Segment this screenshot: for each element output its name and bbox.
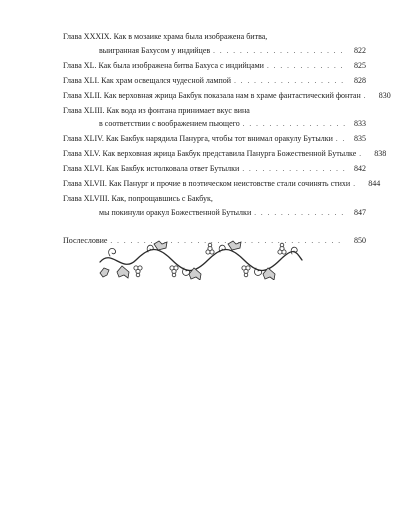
- toc-entry: [63, 30, 366, 59]
- toc-entry-title: Глава XLVII. Как Панург и прочие в поэтическом неистовстве стали сочинять стихи: [63, 179, 351, 189]
- toc-entry-title: Глава XL. Как была изображена битва Бахуса с индийцами: [63, 60, 264, 70]
- leader-dots: [353, 178, 359, 192]
- leader-dots: [213, 45, 345, 59]
- toc-entry-title-continued: мы покинули оракул Божественной Бутылки: [99, 207, 252, 217]
- toc-page-number: 847: [354, 207, 366, 217]
- toc-entry-title: Глава XLVIII. Как, попрощавшись с Бакбук,: [63, 193, 213, 203]
- toc-entry-title-continued: выигранная Бахусом у индийцев: [99, 45, 211, 55]
- toc-entry-title: Глава XLI. Как храм освещался чудесной лампой: [63, 75, 232, 85]
- leader-dots: [364, 90, 370, 104]
- table-of-contents: [63, 30, 391, 249]
- toc-entry: [63, 132, 366, 147]
- toc-page-number: 822: [354, 45, 366, 55]
- toc-entry: [63, 192, 366, 221]
- leader-dots: [242, 163, 345, 177]
- toc-entry-title: Глава XXXIX. Как в мозаике храма была изображена битва,: [63, 32, 268, 41]
- toc-entry: [63, 162, 366, 177]
- grapevine-ornament-icon: [96, 238, 306, 280]
- leader-dots: [234, 75, 345, 89]
- toc-page-number: 842: [354, 164, 366, 174]
- toc-entry-title: Глава XLV. Как верховная жрица Бакбук представила Панурга Божественной Бутылке: [63, 149, 357, 159]
- toc-entry: [63, 177, 381, 192]
- toc-page-number: 830: [378, 90, 391, 100]
- afterword-title: Послесловие: [63, 235, 108, 245]
- leader-dots: [336, 133, 345, 147]
- leader-dots: [359, 148, 365, 162]
- toc-entry: [63, 74, 366, 89]
- toc-entry-title-continued: в соответствии с воображением пьющего: [99, 119, 240, 129]
- toc-page-number: 825: [354, 60, 366, 70]
- toc-entry: [63, 89, 391, 104]
- toc-entry-title: Глава XLIII. Как вода из фонтана принимает вкус вина: [63, 105, 250, 115]
- leader-dots: [267, 60, 345, 74]
- leader-dots: [243, 118, 345, 132]
- leader-dots: [254, 207, 345, 221]
- toc-entry: [63, 59, 366, 74]
- toc-page-number: 835: [354, 134, 366, 144]
- toc-page-number: 844: [368, 179, 381, 189]
- toc-entry-title: Глава XLII. Как верховная жрица Бакбук показала нам в храме фантастический фонтан: [63, 90, 361, 100]
- toc-page-number: 838: [374, 149, 387, 159]
- toc-page-number: 828: [354, 75, 366, 85]
- toc-page-number: 833: [354, 119, 366, 129]
- toc-entry: [63, 147, 387, 162]
- toc-entry-title: Глава XLIV. Как Бакбук нарядила Панурга, чтобы тот внимал оракулу Бутылки: [63, 134, 333, 144]
- toc-entry-title: Глава XLVI. Как Бакбук истолковала ответ Бутылки: [63, 164, 240, 174]
- afterword-page-number: 850: [354, 235, 366, 245]
- toc-entry: [63, 104, 366, 133]
